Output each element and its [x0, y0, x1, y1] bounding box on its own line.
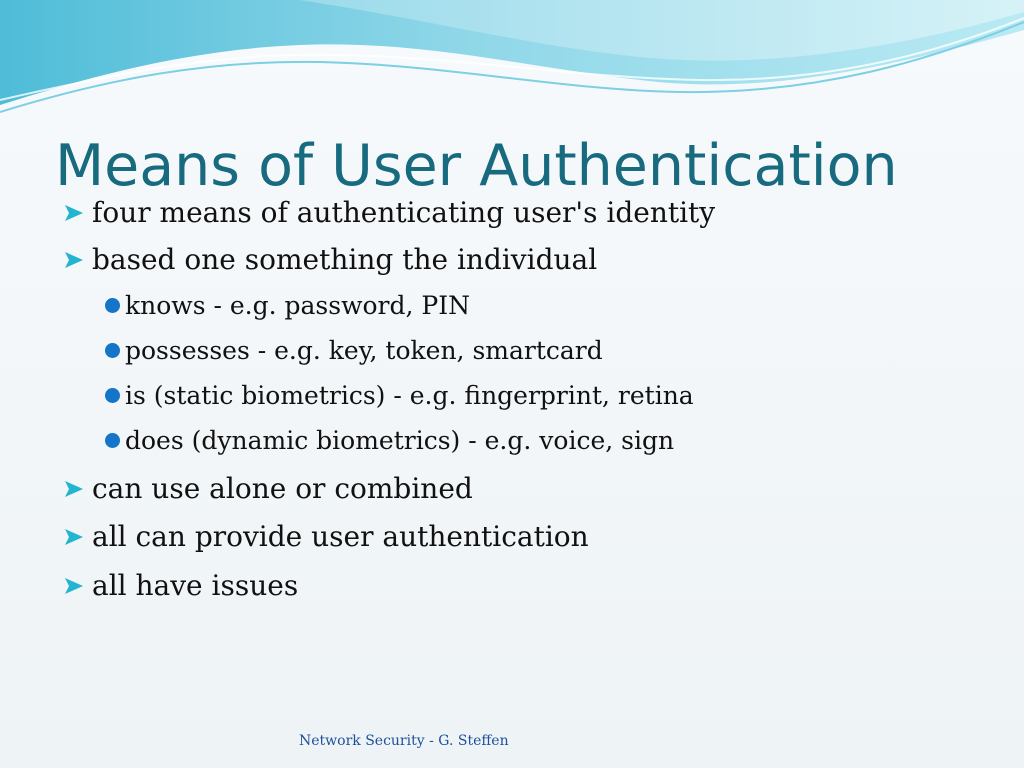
- sub-bullet-text: possesses - e.g. key, token, smartcard: [125, 336, 603, 365]
- bullet-text: can use alone or combined: [92, 472, 473, 505]
- bullet-item: [63, 472, 473, 506]
- dot-bullet-icon: [105, 343, 120, 358]
- bullet-text: all can provide user authentication: [92, 520, 589, 553]
- sub-bullet-item: [105, 290, 470, 322]
- bullet-item: [63, 196, 715, 230]
- sub-bullet-item: [105, 335, 603, 367]
- sub-bullet-text: is (static biometrics) - e.g. fingerprint, retina: [125, 381, 694, 410]
- sub-bullet-item: [105, 425, 674, 457]
- sub-bullet-text: knows - e.g. password, PIN: [125, 291, 470, 320]
- arrow-bullet-icon: [63, 250, 85, 270]
- arrow-bullet-icon: [63, 576, 85, 596]
- bullet-text: four means of authenticating user's identity: [92, 196, 716, 229]
- bullet-item: [63, 569, 298, 603]
- sub-bullet-text: does (dynamic biometrics) - e.g. voice, sign: [125, 426, 675, 455]
- slide-title: Means of User Authentication: [55, 133, 898, 199]
- dot-bullet-icon: [105, 433, 120, 448]
- bullet-item: [63, 243, 597, 277]
- header-wave-decoration: [0, 0, 1024, 130]
- arrow-bullet-icon: [63, 527, 85, 547]
- bullet-text: based one something the individual: [92, 243, 598, 276]
- sub-bullet-item: [105, 380, 694, 412]
- dot-bullet-icon: [105, 298, 120, 313]
- arrow-bullet-icon: [63, 203, 85, 223]
- dot-bullet-icon: [105, 388, 120, 403]
- slide-footer: Network Security - G. Steffen: [299, 733, 509, 749]
- arrow-bullet-icon: [63, 479, 85, 499]
- bullet-item: [63, 520, 589, 554]
- bullet-text: all have issues: [92, 569, 299, 602]
